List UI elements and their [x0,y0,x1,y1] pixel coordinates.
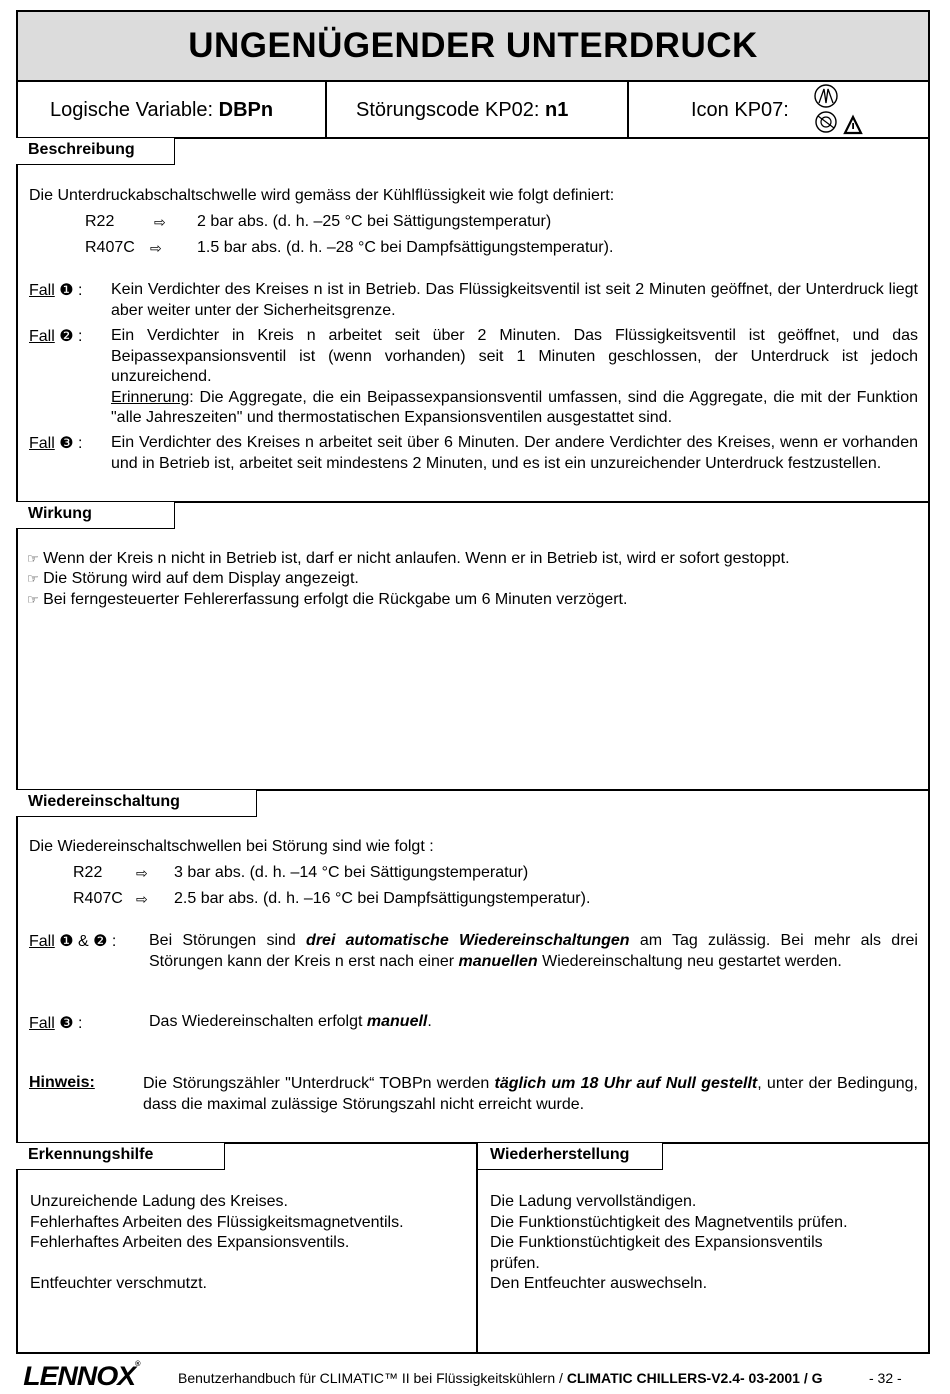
diagnosis-item: Fehlerhaftes Arbeiten des Expansionsventils. [30,1234,350,1251]
fall-word: Fall [29,1015,55,1032]
remedy-item: Den Entfeuchter auswechseln. [490,1275,708,1292]
text-run: , unter der Bedingung, dass die maximal zulässige Störungszahl nicht erreicht wurde. [143,1075,919,1113]
refrigerant-label: R407C [73,890,123,907]
refrigerant-label: R22 [73,864,103,881]
case-label-3: Fall ❸ : [29,435,83,452]
emphasis-text: manuell [366,1013,428,1030]
text-run: am Tag zulässig. Bei mehr als drei Störungen kann der Kreis n erst nach einer [149,932,918,970]
hinweis-label-text: Hinweis: [29,1074,95,1091]
refrigerant-label: R22 [85,213,115,230]
pointing-hand-icon: ☞ [27,592,39,607]
remedy-item: prüfen. [490,1254,540,1272]
diagnosis-item: Unzureichende Ladung des Kreises. [30,1193,288,1210]
low-pressure-warning-icon [806,83,868,137]
text-run: Die Störungszähler "Unterdruck“ TOBPn werden [143,1075,495,1092]
arrow-right-icon: ⇨ [154,214,166,230]
fall-word: Fall [29,282,55,299]
remedy-item: Die Funktionstüchtigkeit des Magnetventils prüfen. [490,1213,848,1231]
note-text: : Die Aggregate, die ein Beipassexpansionsventil umfassen, sind die Aggregate, die mit der Funktion "alle Jahreszeiten" und thermostatischen Expansionsventilen ausgestattet sind. [111,388,918,426]
title-bar [16,10,930,82]
fall-word: Fall [29,328,55,345]
fall-word: Fall [29,933,55,950]
case-label-2: Fall ❷ : [29,328,83,345]
page-number: - 32 - [869,1370,902,1386]
fault-code-field [356,96,568,124]
case-text: Ein Verdichter in Kreis n arbeitet seit über 2 Minuten. Das Flüssigkeitsventil ist geöffnet, und das Beipassexpansionsventil ist (wenn vorhanden) seit 1 Minuten geschlossen, der Unterdruck ist jedoch unzureichend. [111,327,918,385]
case-label-1-2: Fall ❶ & ❷ : [29,933,117,950]
lennox-logo: LENNOX® [23,1361,140,1391]
fault-code-label: Störungscode KP02: [356,98,546,121]
effect-item [27,570,359,588]
restart-intro: Die Wiedereinschaltschwellen bei Störung sind wie folgt : [29,838,434,855]
threshold-text: 3 bar abs. (d. h. –14 °C bei Sättigungstemperatur) [174,864,529,881]
divider [325,82,327,138]
section-label-wirkung: Wirkung [16,502,175,529]
arrow-right-icon: ⇨ [150,240,162,256]
case-number: ❸ [59,435,74,452]
effect-item [27,550,790,568]
section-label-wiedereinschaltung: Wiedereinschaltung [16,790,257,817]
section-label-beschreibung: Beschreibung [16,138,175,165]
case-number: ❸ [59,1015,74,1032]
fault-code-value: n1 [545,98,569,121]
remedy-list [490,1192,920,1295]
hinweis-label [29,1074,95,1092]
fall-word: Fall [29,435,55,452]
arrow-right-icon: ⇨ [136,891,148,907]
emphasis-text: manuellen [458,952,538,970]
threshold-text: 2 bar abs. (d. h. –25 °C bei Sättigungstemperatur) [197,213,552,230]
remedy-item: Die Funktionstüchtigkeit des Expansionsventils [490,1234,823,1251]
diagnosis-item [30,1254,470,1275]
divider [476,1142,478,1354]
case-text-1: Kein Verdichter des Kreises n ist in Betrieb. Das Flüssigkeitsventil ist seit 2 Minuten geöffnet, der Unterdruck liegt aber weiter unter der Sicherheitsgrenze. [111,281,918,319]
threshold-text: 1.5 bar abs. (d. h. –28 °C bei Dampfsättigungstemperatur). [197,239,614,256]
case-text-2 [111,326,918,429]
text-run: . [427,1013,432,1030]
text-run: Bei Störungen sind [149,932,307,949]
section-label-wiederherstellung: Wiederherstellung [478,1143,663,1170]
pointing-hand-icon: ☞ [27,551,39,566]
logical-variable-value: DBPn [218,98,274,121]
text-run: Das Wiedereinschalten erfolgt [149,1013,367,1030]
divider [627,82,629,138]
diagnosis-item: Fehlerhaftes Arbeiten des Flüssigkeitsmagnetventils. [30,1213,404,1231]
footer-text-b: CLIMATIC CHILLERS-V2.4- 03-2001 / G [566,1370,823,1386]
diagnosis-list [30,1192,470,1295]
effect-text: Bei ferngesteuerter Fehlererfassung erfolgt die Rückgabe um 6 Minuten verzögert. [43,591,628,608]
emphasis-text: drei automatische Wiedereinschaltungen [306,932,630,949]
case-text-3: Ein Verdichter des Kreises n arbeitet seit über 6 Minuten. Der andere Verdichter des Kreises, wenn er vorhanden und in Betrieb ist, arbeitet seit mindestens 2 Minuten, und es ist ein unzureichender Unterdruck festzustellen. [111,434,918,472]
logical-variable-label: Logische Variable: [50,98,219,121]
case-number: ❷ [59,328,74,345]
arrow-right-icon: ⇨ [136,865,148,881]
icon-field [691,96,789,124]
diagnosis-item: Entfeuchter verschmutzt. [30,1275,207,1292]
pointing-hand-icon: ☞ [27,571,39,586]
emphasis-text: täglich um 18 Uhr auf Null gestellt [494,1075,758,1092]
case-label-3: Fall ❸ : [29,1015,83,1032]
beschreibung-intro: Die Unterdruckabschaltschwelle wird gemäss der Kühlflüssigkeit wie folgt definiert: [29,187,615,204]
case-text-3 [149,1013,432,1031]
footer-text [178,1370,823,1386]
text-run: Wiedereinschaltung neu gestartet werden. [537,952,842,970]
page-title: UNGENÜGENDER UNTERDRUCK [188,26,758,65]
hinweis-text [143,1074,918,1115]
footer-text-a: Benutzerhandbuch für CLIMATIC™ II bei Flüssigkeitskühlern / [178,1370,567,1386]
refrigerant-label: R407C [85,239,135,256]
brand-text: LENNOX [23,1361,136,1391]
effect-item [27,591,627,609]
icon-label: Icon KP07: [691,98,789,121]
case-number: ❶ [59,282,74,299]
logical-variable-field [50,96,273,124]
note-label: Erinnerung [111,388,190,406]
case-label-1: Fall ❶ : [29,282,83,299]
remedy-item: Die Ladung vervollständigen. [490,1193,697,1210]
threshold-text: 2.5 bar abs. (d. h. –16 °C bei Dampfsättigungstemperatur). [174,890,591,907]
case-text-1-2 [149,931,918,972]
effect-text: Die Störung wird auf dem Display angezeigt. [43,570,359,587]
case-numbers: ❶ & ❷ [59,933,108,950]
effect-text: Wenn der Kreis n nicht in Betrieb ist, darf er nicht anlaufen. Wenn er in Betrieb ist, wird er sofort gestoppt. [43,550,790,567]
section-label-erkennungshilfe: Erkennungshilfe [16,1143,225,1170]
